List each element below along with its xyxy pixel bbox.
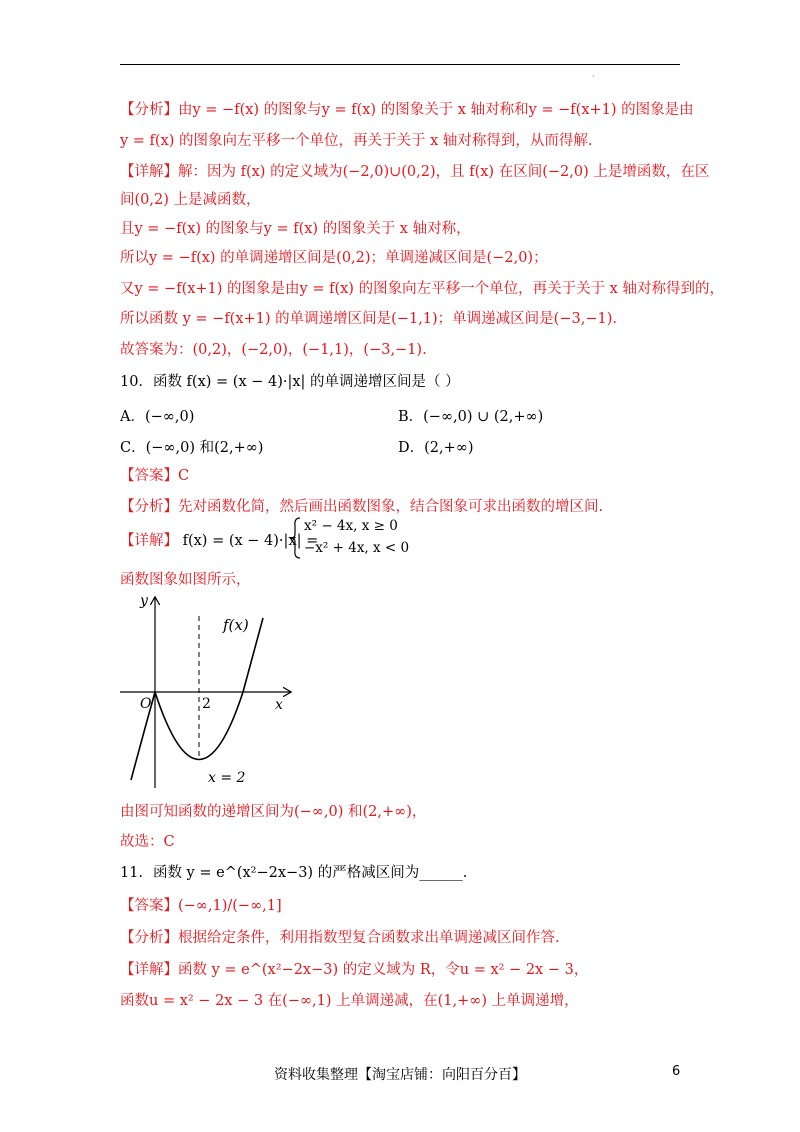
tick-label-2: 2 (202, 696, 211, 712)
detail-9-line-3: 且y = −f(x) 的图象与y = f(x) 的图象关于 x 轴对称， (120, 221, 471, 237)
option-b: B．(−∞,0) ∪ (2,+∞) (398, 409, 544, 425)
choose-10: 故选：C (120, 834, 175, 850)
conclusion-10: 由图可知函数的递增区间为(−∞,0) 和(2,+∞)， (120, 804, 427, 820)
answer-11: 【答案】(−∞,1)/(−∞,1] (120, 898, 282, 914)
detail-10-line (120, 531, 318, 551)
header-dot: · (592, 72, 595, 81)
answer-10: 【答案】C (120, 468, 190, 484)
analysis-9-line-1: 【分析】由y = −f(x) 的图象与y = f(x) 的图象关于 x 轴对称和y = −f(x+1) 的图象是由 (120, 102, 694, 118)
detail-11-line-2: 函数u = x² − 2x − 3 在(−∞,1) 上单调递减，在(1,+∞) 上单调递增， (120, 993, 579, 1009)
case-1: x² − 4x, x ≥ 0 (304, 518, 398, 534)
curve-label: f(x) (223, 616, 249, 634)
footer-text: 资料收集整理【淘宝店铺：向阳百分百】 (274, 1067, 526, 1083)
case-2: −x² + 4x, x < 0 (304, 540, 410, 556)
detail-10-lhs: f(x) = (x − 4)·|x| = (182, 533, 319, 549)
header-rule (120, 64, 680, 65)
option-d: D．(2,+∞) (398, 440, 474, 456)
line-label: x = 2 (208, 770, 246, 786)
analysis-10: 【分析】先对函数化简，然后画出函数图象，结合图象可求出函数的增区间. (120, 499, 604, 515)
detail-9-line-2: 间(0,2) 上是减函数， (120, 192, 261, 208)
option-c: C．(−∞,0) 和(2,+∞) (120, 440, 264, 456)
detail-11-line-1: 【详解】函数 y = e^(x²−2x−3) 的定义域为 R，令u = x² − 2x − 3， (120, 962, 589, 978)
graph-intro: 函数图象如图所示， (120, 572, 251, 588)
question-11-stem: 11．函数 y = e^(x²−2x−3) 的严格减区间为______. (120, 865, 468, 881)
option-a: A．(−∞,0) (120, 409, 195, 425)
question-10-stem: 10．函数 f(x) = (x − 4)·|x| 的单调递增区间是（ ） (120, 374, 460, 390)
page-number: 6 (672, 1064, 681, 1079)
origin-label: O (140, 696, 152, 712)
y-axis-label: y (140, 593, 148, 609)
function-graph (118, 592, 298, 790)
analysis-11: 【分析】根据给定条件，利用指数型复合函数求出单调递减区间作答. (120, 930, 560, 946)
analysis-9-line-2: y = f(x) 的图象向左平移一个单位，再关于关于 x 轴对称得到，从而得解. (120, 133, 593, 149)
detail-9-line-6: 所以函数 y = −f(x+1) 的单调递增区间是(−1,1)；单调递减区间是(−3,−1). (120, 311, 617, 327)
detail-9-line-1: 【详解】解：因为 f(x) 的定义域为(−2,0)∪(0,2)，且 f(x) 在区间(−2,0) 上是增函数，在区 (120, 164, 710, 180)
detail-9-line-5: 又y = −f(x+1) 的图象是由y = f(x) 的图象向左平移一个单位，再关于关于 x 轴对称得到的， (120, 281, 724, 297)
detail-10-prefix: 【详解】 (120, 533, 178, 549)
detail-9-line-4: 所以y = −f(x) 的单调递增区间是(0,2)；单调递减区间是(−2,0)； (120, 250, 548, 266)
x-axis-label: x (275, 697, 283, 713)
detail-9-line-7: 故答案为：(0,2)，(−2,0)，(−1,1)，(−3,−1). (120, 342, 427, 358)
brace-icon (290, 516, 302, 560)
